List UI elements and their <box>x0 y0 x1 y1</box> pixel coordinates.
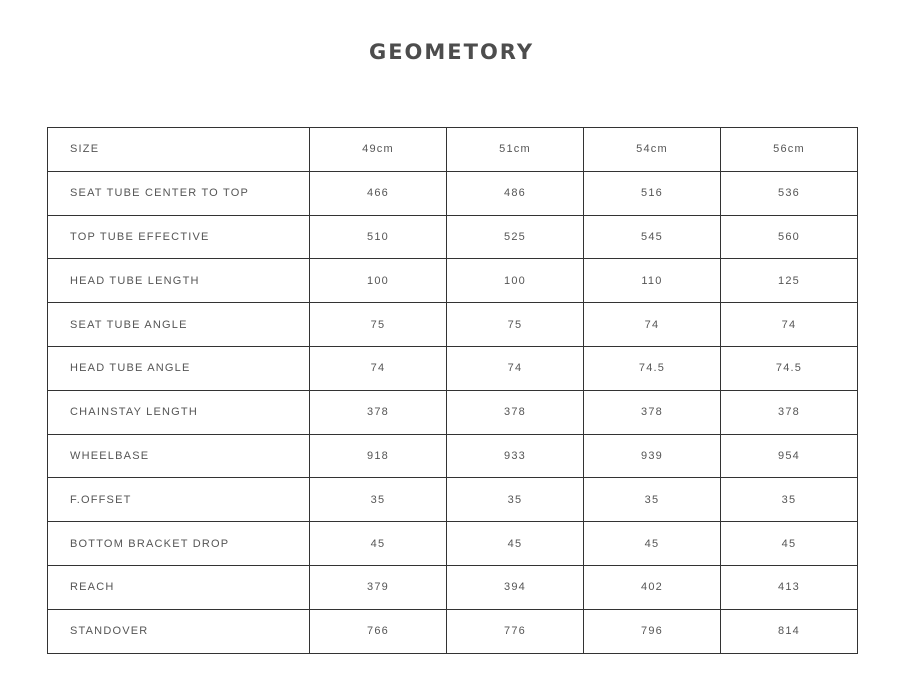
row-value: 74 <box>584 303 721 347</box>
row-value: 74 <box>447 346 584 390</box>
row-value: 939 <box>584 434 721 478</box>
row-value: 45 <box>447 522 584 566</box>
header-size-51: 51cm <box>447 128 584 172</box>
header-size-56: 56cm <box>721 128 858 172</box>
table-row <box>48 346 858 390</box>
table-row <box>48 259 858 303</box>
row-label: F.OFFSET <box>48 478 310 522</box>
page-title: GEOMETORY <box>368 40 535 64</box>
row-value: 510 <box>310 215 447 259</box>
row-value: 545 <box>584 215 721 259</box>
table-header-row <box>48 128 858 172</box>
row-value: 814 <box>721 609 858 653</box>
row-value: 776 <box>447 609 584 653</box>
row-value: 413 <box>721 565 858 609</box>
row-label: REACH <box>48 565 310 609</box>
row-value: 74.5 <box>721 346 858 390</box>
row-value: 402 <box>584 565 721 609</box>
row-value: 954 <box>721 434 858 478</box>
row-value: 125 <box>721 259 858 303</box>
table-row <box>48 609 858 653</box>
row-value: 45 <box>721 522 858 566</box>
row-value: 74 <box>721 303 858 347</box>
row-value: 35 <box>584 478 721 522</box>
row-value: 45 <box>584 522 721 566</box>
row-value: 100 <box>310 259 447 303</box>
table-row <box>48 565 858 609</box>
row-value: 560 <box>721 215 858 259</box>
row-value: 796 <box>584 609 721 653</box>
table-row <box>48 478 858 522</box>
row-label: STANDOVER <box>48 609 310 653</box>
row-label: TOP TUBE EFFECTIVE <box>48 215 310 259</box>
row-value: 74.5 <box>584 346 721 390</box>
row-label: SEAT TUBE CENTER TO TOP <box>48 171 310 215</box>
row-value: 486 <box>447 171 584 215</box>
row-value: 466 <box>310 171 447 215</box>
row-label: BOTTOM BRACKET DROP <box>48 522 310 566</box>
row-value: 525 <box>447 215 584 259</box>
geometry-table-body <box>48 128 858 654</box>
row-value: 933 <box>447 434 584 478</box>
header-size-49: 49cm <box>310 128 447 172</box>
row-label: HEAD TUBE LENGTH <box>48 259 310 303</box>
row-value: 536 <box>721 171 858 215</box>
row-value: 378 <box>310 390 447 434</box>
row-label: WHEELBASE <box>48 434 310 478</box>
row-value: 394 <box>447 565 584 609</box>
header-size-54: 54cm <box>584 128 721 172</box>
row-label: SEAT TUBE ANGLE <box>48 303 310 347</box>
table-row <box>48 434 858 478</box>
row-label: CHAINSTAY LENGTH <box>48 390 310 434</box>
table-row <box>48 215 858 259</box>
row-value: 35 <box>310 478 447 522</box>
table-row <box>48 390 858 434</box>
row-value: 100 <box>447 259 584 303</box>
row-value: 379 <box>310 565 447 609</box>
table-row <box>48 522 858 566</box>
row-value: 378 <box>447 390 584 434</box>
row-value: 74 <box>310 346 447 390</box>
row-value: 35 <box>447 478 584 522</box>
row-value: 35 <box>721 478 858 522</box>
header-size-label: SIZE <box>48 128 310 172</box>
row-value: 75 <box>447 303 584 347</box>
row-label: HEAD TUBE ANGLE <box>48 346 310 390</box>
row-value: 516 <box>584 171 721 215</box>
table-row <box>48 303 858 347</box>
row-value: 378 <box>721 390 858 434</box>
row-value: 75 <box>310 303 447 347</box>
row-value: 45 <box>310 522 447 566</box>
row-value: 378 <box>584 390 721 434</box>
row-value: 110 <box>584 259 721 303</box>
row-value: 918 <box>310 434 447 478</box>
geometry-table <box>47 127 858 654</box>
row-value: 766 <box>310 609 447 653</box>
table-row <box>48 171 858 215</box>
